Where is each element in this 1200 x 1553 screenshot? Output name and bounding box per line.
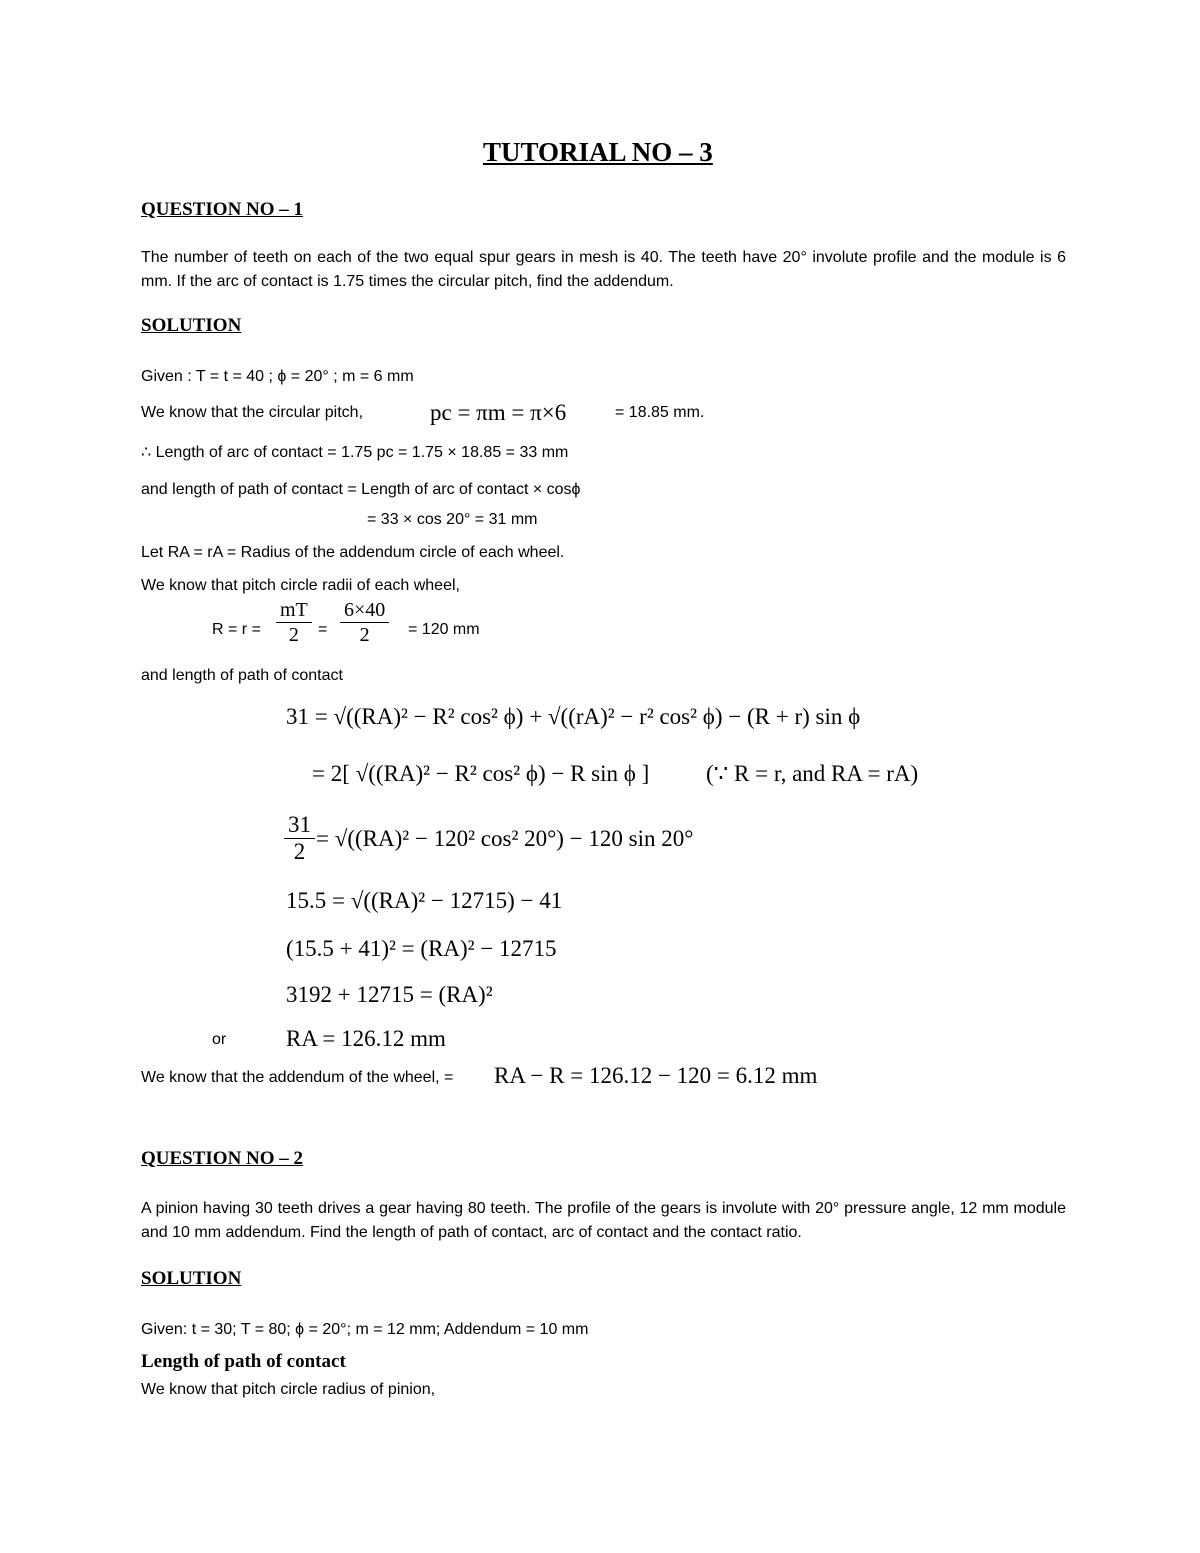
solution-1-heading: SOLUTION xyxy=(141,315,242,336)
given-1: Given : T = t = 40 ; ϕ = 20° ; m = 6 mm xyxy=(141,368,414,385)
question-1-heading: QUESTION NO – 1 xyxy=(141,199,304,220)
pitch-radii-lhs: R = r = xyxy=(212,621,261,638)
question-1-text: The number of teeth on each of the two equal spur gears in mesh is 40. The teeth have 20° involute profile and the module is 6 mm. If the arc of contact is 1.75 times the circular pitch, find the addendum. xyxy=(141,249,1066,290)
path-of-contact-label: and length of path of contact xyxy=(141,667,343,684)
addendum-radius-definition: Let RA = rA = Radius of the addendum circle of each wheel. xyxy=(141,544,565,561)
fraction-1-denominator: 2 xyxy=(288,624,299,646)
pinion-radius-label: We know that pitch circle radius of pinion, xyxy=(141,1381,436,1398)
arc-of-contact-line: ∴ Length of arc of contact = 1.75 pc = 1.75 × 18.85 = 33 mm xyxy=(141,444,569,461)
addendum-label: We know that the addendum of the wheel, = xyxy=(141,1069,454,1086)
pitch-radii-equals: = xyxy=(318,621,328,638)
fraction-1-numerator: mT xyxy=(276,598,312,623)
circular-pitch-formula: pc = πm = π×6 xyxy=(430,400,567,425)
equation-7: RA = 126.12 mm xyxy=(286,1026,446,1051)
question-2-heading: QUESTION NO – 2 xyxy=(141,1148,304,1169)
equation-2-note: (∵ R = r, and RA = rA) xyxy=(706,761,919,786)
equation-5: (15.5 + 41)² = (RA)² − 12715 xyxy=(286,936,557,961)
equation-3-numerator: 31 xyxy=(284,812,315,839)
equation-2: = 2[ √((RA)² − R² cos² ϕ) − R sin ϕ ] xyxy=(312,761,650,786)
equation-4: 15.5 = √((RA)² − 12715) − 41 xyxy=(286,888,563,913)
pitch-radii-fraction-2 xyxy=(340,598,389,647)
equation-3: = √((RA)² − 120² cos² 20°) − 120 sin 20° xyxy=(316,826,694,851)
page-title: TUTORIAL NO – 3 xyxy=(483,137,713,167)
equation-3-fraction xyxy=(284,812,315,865)
circular-pitch-label: We know that the circular pitch, xyxy=(141,404,364,421)
pitch-radii-label: We know that pitch circle radii of each wheel, xyxy=(141,577,460,594)
solution-2-heading: SOLUTION xyxy=(141,1268,242,1289)
fraction-2-denominator: 2 xyxy=(359,624,370,646)
pitch-radii-result: = 120 mm xyxy=(408,621,480,638)
path-of-contact-result: = 33 × cos 20° = 31 mm xyxy=(367,511,538,528)
addendum-equation: RA − R = 126.12 − 120 = 6.12 mm xyxy=(494,1063,818,1088)
equation-6: 3192 + 12715 = (RA)² xyxy=(286,982,493,1007)
path-of-contact-subheading: Length of path of contact xyxy=(141,1351,346,1372)
equation-3-denominator: 2 xyxy=(293,839,306,864)
equation-1: 31 = √((RA)² − R² cos² ϕ) + √((rA)² − r² cos² ϕ) − (R + r) sin ϕ xyxy=(286,704,861,729)
question-2-text: A pinion having 30 teeth drives a gear having 80 teeth. The profile of the gears is involute with 20° pressure angle, 12 mm module and 10 mm addendum. Find the length of path of contact, arc of contact and the contact ratio. xyxy=(141,1200,1066,1241)
given-2: Given: t = 30; T = 80; ϕ = 20°; m = 12 mm; Addendum = 10 mm xyxy=(141,1321,589,1338)
or-label: or xyxy=(212,1031,227,1048)
pitch-radii-fraction-1 xyxy=(276,598,312,647)
circular-pitch-result: = 18.85 mm. xyxy=(615,404,705,421)
path-of-contact-line: and length of path of contact = Length of arc of contact × cosϕ xyxy=(141,481,581,498)
fraction-2-numerator: 6×40 xyxy=(340,598,389,623)
